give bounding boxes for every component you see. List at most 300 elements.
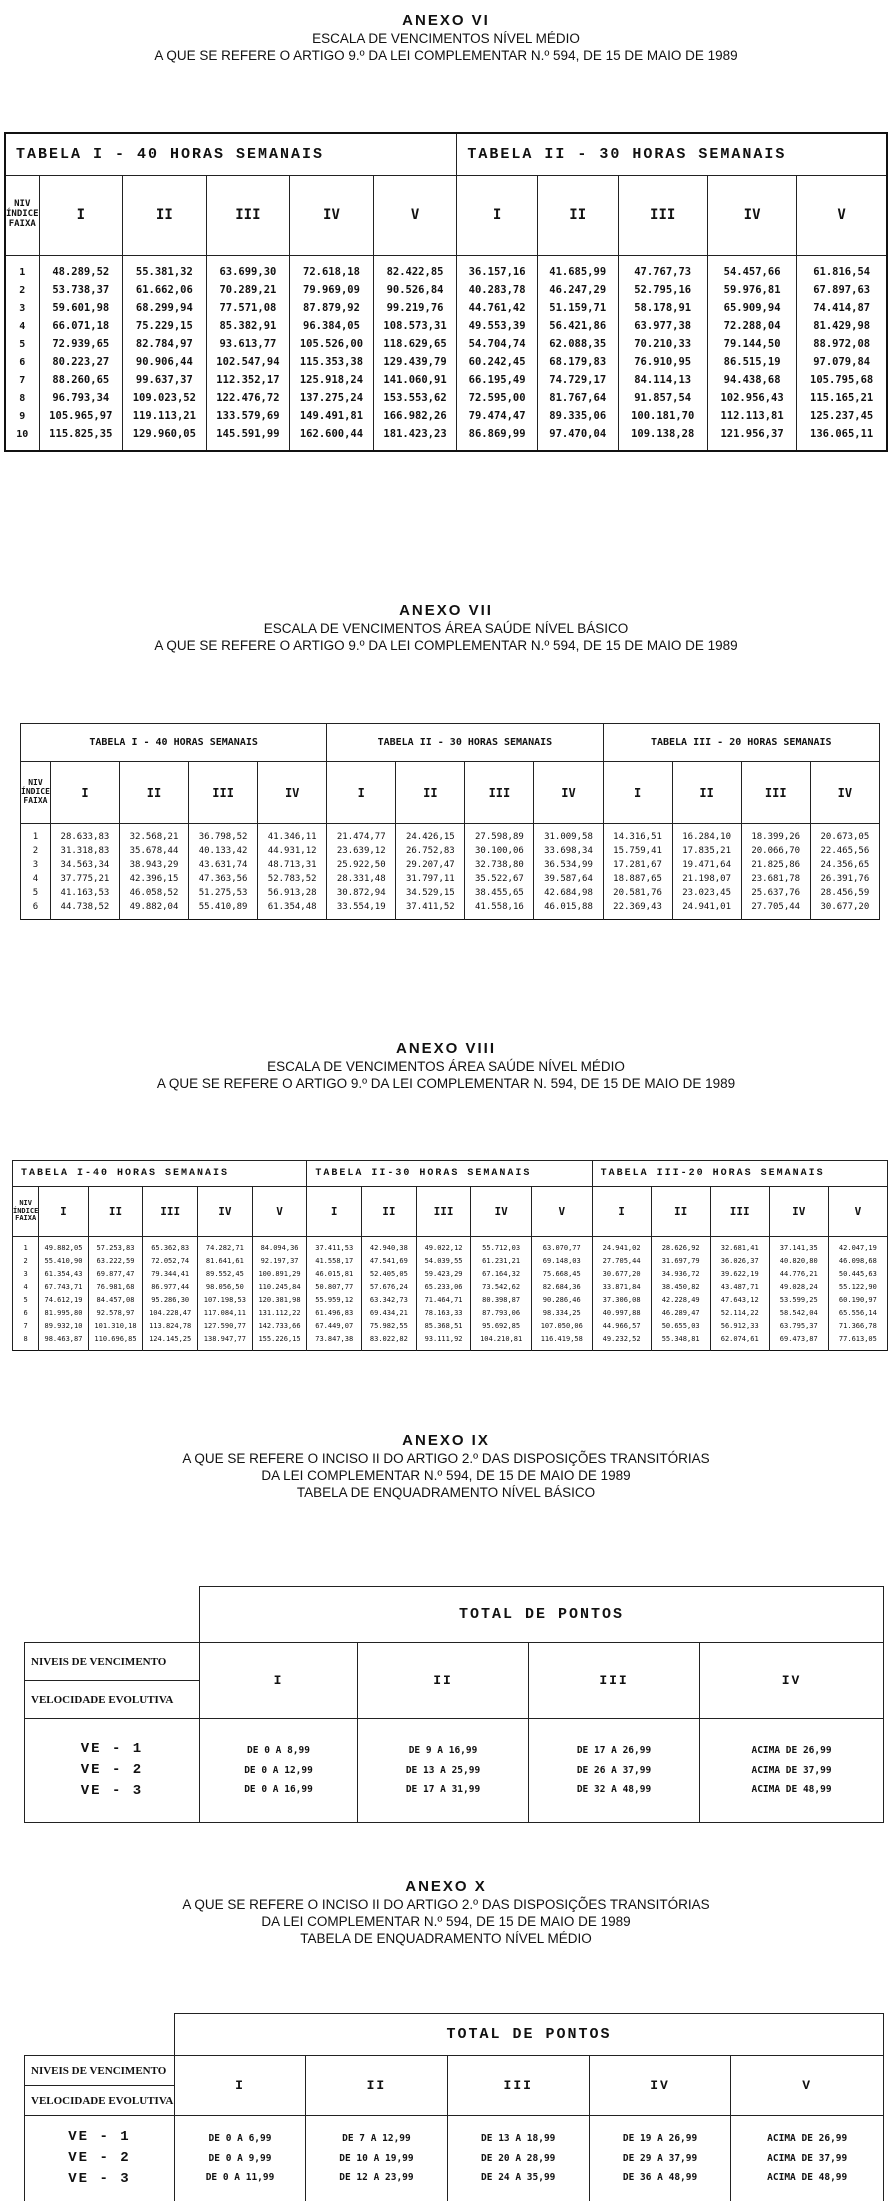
annex10-range-2-5: ACIMA DE 37,99 (767, 2152, 848, 2164)
annex7-level-number: 4 (21, 872, 51, 886)
annex7-level-number: 1 (21, 830, 51, 844)
annex7-spacer-cell (603, 914, 672, 920)
annex7-salary-cell: 33.554,19 (327, 900, 396, 914)
annex8-salary-cell: 65.362,83 (143, 1242, 198, 1255)
annex7-salary-cell: 18.887,65 (603, 872, 672, 886)
annex8-salary-cell: 84.094,36 (252, 1242, 307, 1255)
annex8-table (12, 1160, 888, 1351)
annex8-spacer-cell (307, 1346, 362, 1351)
annex7-salary-cell: 39.587,64 (534, 872, 603, 886)
annex8-salary-cell: 80.398,87 (471, 1294, 532, 1307)
annex8-spacer-cell (531, 1346, 592, 1351)
annex9-col-2: II (358, 1643, 529, 1719)
annex7-salary-cell: 17.281,67 (603, 858, 672, 872)
annex10-range-3-1: DE 0 A 11,99 (205, 2172, 275, 2184)
annex6-salary-cell: 70.210,33 (618, 335, 707, 353)
annex6-salary-cell: 115.353,38 (290, 353, 374, 371)
annex7-salary-cell: 37.411,52 (396, 900, 465, 914)
annex6-salary-cell: 88.260,65 (39, 371, 123, 389)
annex8-salary-cell: 98.334,25 (531, 1307, 592, 1320)
annex6-col-header: II (123, 175, 207, 255)
annex6-salary-cell: 61.816,54 (797, 263, 887, 281)
annex6-table-row (5, 335, 887, 353)
annex8-salary-cell: 44.966,57 (592, 1320, 651, 1333)
annex7-col-header: IV (810, 762, 879, 824)
annex6-salary-cell: 79.144,50 (707, 335, 796, 353)
annex6-salary-cell: 46.247,29 (537, 281, 618, 299)
annex6-spacer-cell (707, 255, 796, 263)
annex7-salary-cell: 28.331,48 (327, 872, 396, 886)
annex8-line2: A QUE SE REFERE O ARTIGO 9.º DA LEI COMPLEMENTAR N. 594, DE 15 DE MAIO DE 1989 (156, 1075, 736, 1091)
annex7-salary-cell: 35.678,44 (119, 844, 188, 858)
annex8-col-header: III (710, 1187, 769, 1237)
annex8-salary-cell: 61.231,21 (471, 1255, 532, 1268)
annex6-salary-cell: 58.178,91 (618, 299, 707, 317)
annex7-salary-cell: 21.198,07 (672, 872, 741, 886)
annex7-salary-cell: 32.568,21 (119, 830, 188, 844)
annex9-title: ANEXO IX (402, 1432, 490, 1449)
annex6-salary-cell: 72.939,65 (39, 335, 123, 353)
annex8-salary-cell: 39.622,19 (710, 1268, 769, 1281)
annex10-range-1-2: DE 7 A 12,99 (342, 2132, 411, 2144)
annex8-level-number: 5 (13, 1294, 39, 1307)
annex7-salary-cell: 44.738,52 (50, 900, 119, 914)
annex7-group-3: TABELA III - 20 HORAS SEMANAIS (603, 724, 879, 762)
annex7-salary-cell: 40.133,42 (189, 844, 258, 858)
annex8-salary-cell: 56.912,33 (710, 1320, 769, 1333)
annex6-salary-cell: 79.969,09 (290, 281, 374, 299)
annex8-group-3: TABELA III-20 HORAS SEMANAIS (592, 1161, 887, 1187)
annex7-salary-cell: 56.913,28 (258, 886, 327, 900)
annex10-total: TOTAL DE PONTOS (175, 2014, 884, 2056)
annex6-spacer-cell (290, 443, 374, 451)
annex8-salary-cell: 116.419,58 (531, 1333, 592, 1346)
annex8-salary-cell: 55.410,90 (39, 1255, 88, 1268)
annex8-salary-cell: 104.228,47 (143, 1307, 198, 1320)
annex6-level-number: 1 (5, 263, 39, 281)
annex8-salary-cell: 53.599,25 (769, 1294, 828, 1307)
annex6-salary-cell: 100.181,70 (618, 407, 707, 425)
annex8-salary-cell: 54.039,55 (416, 1255, 471, 1268)
annex6-salary-cell: 102.547,94 (206, 353, 290, 371)
annex8-spacer-cell (828, 1346, 887, 1351)
annex8-salary-cell: 28.626,92 (651, 1242, 710, 1255)
annex8-group-1: TABELA I-40 HORAS SEMANAIS (13, 1161, 307, 1187)
annex8-level-number: 6 (13, 1307, 39, 1320)
annex6-salary-cell: 125.918,24 (290, 371, 374, 389)
annex6-spacer-cell (373, 443, 457, 451)
annex10-range-1-4: DE 19 A 26,99 (622, 2132, 698, 2144)
annex8-line1: ESCALA DE VENCIMENTOS ÁREA SAÚDE NÍVEL MÉDIO (267, 1058, 625, 1074)
annex8-salary-cell: 95.692,85 (471, 1320, 532, 1333)
annex6-col-header: IV (290, 175, 374, 255)
annex7-salary-cell: 36.534,99 (534, 858, 603, 872)
annex6-salary-cell: 153.553,62 (373, 389, 457, 407)
annex9-row-label-2: VELOCIDADE EVOLUTIVA (25, 1681, 200, 1719)
annex10-range-col-3 (447, 2116, 589, 2201)
annex7-salary-cell: 26.391,76 (810, 872, 879, 886)
annex6-salary-cell: 59.601,98 (39, 299, 123, 317)
annex8-salary-cell: 46.015,81 (307, 1268, 362, 1281)
annex8-col-header: V (531, 1187, 592, 1237)
annex8-col-header: I (592, 1187, 651, 1237)
annex8-salary-cell: 92.578,97 (88, 1307, 143, 1320)
annex8-salary-cell: 40.997,88 (592, 1307, 651, 1320)
annex8-salary-cell: 63.222,59 (88, 1255, 143, 1268)
annex6-col-header: III (618, 175, 707, 255)
annex10-range-col-2 (306, 2116, 448, 2201)
annex8-salary-cell: 32.681,41 (710, 1242, 769, 1255)
annex6-salary-cell: 91.857,54 (618, 389, 707, 407)
annex7-spacer-cell (534, 914, 603, 920)
annex8-salary-cell: 49.022,12 (416, 1242, 471, 1255)
annex8-salary-cell: 46.289,47 (651, 1307, 710, 1320)
annex6-spacer-cell (707, 443, 796, 451)
annex7-salary-cell: 36.798,52 (189, 830, 258, 844)
annex8-col-header: II (362, 1187, 417, 1237)
annex6-col-header: II (537, 175, 618, 255)
annex6-salary-cell: 59.976,81 (707, 281, 796, 299)
annex7-salary-cell: 47.363,56 (189, 872, 258, 886)
annex8-col-header: II (88, 1187, 143, 1237)
annex8-table-row (13, 1268, 888, 1281)
annex8-level-number: 1 (13, 1242, 39, 1255)
annex8-col-header: IV (198, 1187, 253, 1237)
annex10-line3: TABELA DE ENQUADRAMENTO NÍVEL MÉDIO (300, 1930, 592, 1946)
annex8-col-header: IV (769, 1187, 828, 1237)
annex6-salary-cell: 36.157,16 (457, 263, 538, 281)
annex8-salary-cell: 74.282,71 (198, 1242, 253, 1255)
annex8-salary-cell: 63.342,73 (362, 1294, 417, 1307)
annex8-col-header: V (828, 1187, 887, 1237)
annex7-salary-cell: 33.698,34 (534, 844, 603, 858)
annex8-table-row (13, 1307, 888, 1320)
annex7-spacer-cell (465, 914, 534, 920)
annex6-salary-cell: 52.795,16 (618, 281, 707, 299)
annex6-table (4, 132, 888, 452)
annex6-salary-cell: 65.909,94 (707, 299, 796, 317)
annex9-range-1-3: DE 17 A 26,99 (576, 1744, 652, 1756)
annex8-salary-cell: 110.696,85 (88, 1333, 143, 1346)
annex8-col-header: I (39, 1187, 88, 1237)
annex7-spacer-cell (50, 914, 119, 920)
annex8-salary-cell: 55.712,03 (471, 1242, 532, 1255)
annex8-salary-cell: 107.198,53 (198, 1294, 253, 1307)
annex8-salary-cell: 57.253,83 (88, 1242, 143, 1255)
annex9-range-col-1 (200, 1719, 358, 1823)
annex8-salary-cell: 44.776,21 (769, 1268, 828, 1281)
annex6-table-row (5, 317, 887, 335)
annex6-salary-cell: 81.429,98 (797, 317, 887, 335)
annex8-salary-cell: 49.232,52 (592, 1333, 651, 1346)
annex6-level-number: 5 (5, 335, 39, 353)
annex8-salary-cell: 47.643,12 (710, 1294, 769, 1307)
annex7-salary-cell: 25.922,50 (327, 858, 396, 872)
annex6-salary-cell: 108.573,31 (373, 317, 457, 335)
annex7-salary-cell: 51.275,53 (189, 886, 258, 900)
annex6-salary-cell: 93.613,77 (206, 335, 290, 353)
annex6-salary-cell: 121.956,37 (707, 425, 796, 443)
annex10-range-3-2: DE 12 A 23,99 (339, 2172, 414, 2184)
annex6-salary-cell: 48.289,52 (39, 263, 123, 281)
annex7-salary-cell: 16.284,10 (672, 830, 741, 844)
annex10-range-1-5: ACIMA DE 26,99 (767, 2132, 848, 2144)
annex8-salary-cell: 69.148,03 (531, 1255, 592, 1268)
annex8-salary-cell: 107.050,06 (531, 1320, 592, 1333)
annex7-salary-cell: 28.456,59 (810, 886, 879, 900)
annex8-table-row (13, 1333, 888, 1346)
annex6-table-row (5, 389, 887, 407)
annex6-salary-cell: 105.965,97 (39, 407, 123, 425)
annex8-salary-cell: 89.552,45 (198, 1268, 253, 1281)
annex8-salary-cell: 55.959,12 (307, 1294, 362, 1307)
annex6-salary-cell: 66.071,18 (39, 317, 123, 335)
annex6-level-number: 2 (5, 281, 39, 299)
annex6-spacer-cell (618, 255, 707, 263)
annex8-salary-cell: 40.820,80 (769, 1255, 828, 1268)
annex7-salary-cell: 19.471,64 (672, 858, 741, 872)
annex8-salary-cell: 42.228,49 (651, 1294, 710, 1307)
annex6-level-number: 7 (5, 371, 39, 389)
annex7-salary-cell: 20.673,05 (810, 830, 879, 844)
annex7-salary-cell: 30.100,06 (465, 844, 534, 858)
annex6-salary-cell: 61.662,06 (123, 281, 207, 299)
annex8-salary-cell: 131.112,22 (252, 1307, 307, 1320)
annex6-salary-cell: 105.795,68 (797, 371, 887, 389)
annex7-salary-cell: 27.598,89 (465, 830, 534, 844)
annex8-table-row (13, 1320, 888, 1333)
annex7-title: ANEXO VII (399, 602, 493, 619)
annex6-spacer-cell (290, 255, 374, 263)
annex6-salary-cell: 149.491,81 (290, 407, 374, 425)
annex6-spacer-cell (373, 255, 457, 263)
annex6-spacer-cell (5, 443, 39, 451)
annex9-range-2-3: DE 26 A 37,99 (576, 1764, 652, 1776)
annex6-spacer-cell (123, 255, 207, 263)
annex6-salary-cell: 54.704,74 (457, 335, 538, 353)
annex7-salary-cell: 31.009,58 (534, 830, 603, 844)
annex8-spacer-cell (39, 1346, 88, 1351)
annex8-salary-cell: 82.684,36 (531, 1281, 592, 1294)
annex8-salary-cell: 72.052,74 (143, 1255, 198, 1268)
annex8-salary-cell: 113.824,78 (143, 1320, 198, 1333)
annex8-salary-cell: 33.871,84 (592, 1281, 651, 1294)
annex6-salary-cell: 87.879,92 (290, 299, 374, 317)
annex7-spacer-cell (396, 914, 465, 920)
annex7-salary-cell: 14.316,51 (603, 830, 672, 844)
annex10-ve-1: VE - 1 (68, 2129, 131, 2145)
annex6-col-header: III (206, 175, 290, 255)
annex6-salary-cell: 82.784,97 (123, 335, 207, 353)
annex7-salary-cell: 46.058,52 (119, 886, 188, 900)
annex6-spacer-cell (123, 443, 207, 451)
annex6-salary-cell: 99.637,37 (123, 371, 207, 389)
annex8-spacer-cell (252, 1346, 307, 1351)
annex9-col-3: III (529, 1643, 700, 1719)
annex7-table-row (21, 858, 880, 872)
annex7-salary-cell: 46.015,88 (534, 900, 603, 914)
annex10-range-3-3: DE 24 A 35,99 (481, 2172, 556, 2184)
annex6-level-number: 9 (5, 407, 39, 425)
annex8-col-header: IV (471, 1187, 532, 1237)
annex7-col-header: I (327, 762, 396, 824)
annex8-salary-cell: 75.668,45 (531, 1268, 592, 1281)
annex6-salary-cell: 99.219,76 (373, 299, 457, 317)
annex10-col-3: III (447, 2056, 589, 2116)
annex9-range-2-2: DE 13 A 25,99 (405, 1764, 481, 1776)
annex7-salary-cell: 44.931,12 (258, 844, 327, 858)
annex10-col-2: II (306, 2056, 448, 2116)
annex6-salary-cell: 76.910,95 (618, 353, 707, 371)
annex6-spacer-cell (537, 443, 618, 451)
annex10-range-2-4: DE 29 A 37,99 (622, 2152, 698, 2164)
annex6-salary-cell: 47.767,73 (618, 263, 707, 281)
annex10-range-2-2: DE 10 A 19,99 (339, 2152, 414, 2164)
annex7-level-number: 5 (21, 886, 51, 900)
annex8-salary-cell: 55.122,90 (828, 1281, 887, 1294)
annex6-salary-cell: 49.553,39 (457, 317, 538, 335)
annex7-table-row (21, 830, 880, 844)
annex6-salary-cell: 102.956,43 (707, 389, 796, 407)
annex6-salary-cell: 122.476,72 (206, 389, 290, 407)
annex7-col-header: II (672, 762, 741, 824)
annex9-range-2-1: DE 0 A 12,99 (244, 1764, 313, 1776)
annex10-range-2-3: DE 20 A 28,99 (481, 2152, 556, 2164)
annex7-salary-cell: 31.318,83 (50, 844, 119, 858)
annex6-salary-cell: 137.275,24 (290, 389, 374, 407)
annex8-salary-cell: 92.197,37 (252, 1255, 307, 1268)
annex7-col-header: II (396, 762, 465, 824)
annex8-salary-cell: 37.411,53 (307, 1242, 362, 1255)
annex8-salary-cell: 81.995,80 (39, 1307, 88, 1320)
annex6-group-2: TABELA II - 30 HORAS SEMANAIS (457, 133, 887, 175)
annex9-range-1-2: DE 9 A 16,99 (408, 1744, 478, 1756)
annex6-salary-cell: 86.869,99 (457, 425, 538, 443)
annex6-salary-cell: 62.088,35 (537, 335, 618, 353)
annex8-salary-cell: 71.464,71 (416, 1294, 471, 1307)
annex7-level-number: 6 (21, 900, 51, 914)
annex6-salary-cell: 82.422,85 (373, 263, 457, 281)
annex6-level-header: NIV ÍNDICE FAIXA (5, 175, 39, 255)
annex6-salary-cell: 129.439,79 (373, 353, 457, 371)
annex6-line1: ESCALA DE VENCIMENTOS NÍVEL MÉDIO (312, 30, 580, 46)
annex6-spacer-cell (39, 443, 123, 451)
annex6-col-header: I (39, 175, 123, 255)
annex6-salary-cell: 75.229,15 (123, 317, 207, 335)
annex7-col-header: IV (258, 762, 327, 824)
annex6-table-row (5, 353, 887, 371)
annex8-group-2: TABELA II-30 HORAS SEMANAIS (307, 1161, 592, 1187)
annex8-salary-cell: 104.210,81 (471, 1333, 532, 1346)
annex8-level-number: 4 (13, 1281, 39, 1294)
annex9-ve-cell (25, 1719, 200, 1823)
annex8-salary-cell: 24.941,02 (592, 1242, 651, 1255)
annex8-salary-cell: 81.641,61 (198, 1255, 253, 1268)
annex6-salary-cell: 44.761,42 (457, 299, 538, 317)
annex6-table-row (5, 281, 887, 299)
annex6-salary-cell: 74.414,87 (797, 299, 887, 317)
annex6-salary-cell: 55.381,32 (123, 263, 207, 281)
annex9-row-label-1: NIVEIS DE VENCIMENTO (25, 1643, 200, 1681)
annex6-level-number: 3 (5, 299, 39, 317)
annex8-salary-cell: 89.932,10 (39, 1320, 88, 1333)
annex8-salary-cell: 61.496,83 (307, 1307, 362, 1320)
annex8-salary-cell: 78.163,33 (416, 1307, 471, 1320)
annex6-salary-cell: 68.179,83 (537, 353, 618, 371)
annex8-salary-cell: 67.743,71 (39, 1281, 88, 1294)
annex7-salary-cell: 29.207,47 (396, 858, 465, 872)
annex8-salary-cell: 95.286,30 (143, 1294, 198, 1307)
annex6-salary-cell: 181.423,23 (373, 425, 457, 443)
annex8-salary-cell: 65.556,14 (828, 1307, 887, 1320)
annex8-salary-cell: 67.164,32 (471, 1268, 532, 1281)
annex8-spacer-cell (769, 1346, 828, 1351)
annex7-salary-cell: 20.581,76 (603, 886, 672, 900)
annex8-spacer-cell (471, 1346, 532, 1351)
annex6-salary-cell: 129.960,05 (123, 425, 207, 443)
annex7-salary-cell: 42.396,15 (119, 872, 188, 886)
annex7-salary-cell: 49.882,04 (119, 900, 188, 914)
annex6-salary-cell: 90.526,84 (373, 281, 457, 299)
annex7-spacer-cell (741, 914, 810, 920)
annex8-salary-cell: 62.074,61 (710, 1333, 769, 1346)
annex7-spacer-cell (189, 914, 258, 920)
annex9-range-col-3 (529, 1719, 700, 1823)
annex9-header (0, 1432, 892, 1501)
annex10-blank (25, 2014, 175, 2056)
annex7-col-header: IV (534, 762, 603, 824)
annex7-spacer-cell (672, 914, 741, 920)
annex6-salary-cell: 115.825,35 (39, 425, 123, 443)
annex6-salary-cell: 112.113,81 (707, 407, 796, 425)
annex9-range-3-2: DE 17 A 31,99 (405, 1784, 481, 1796)
annex9-ve-1: VE - 1 (80, 1741, 144, 1757)
annex6-salary-cell: 96.384,05 (290, 317, 374, 335)
annex7-col-header: III (189, 762, 258, 824)
annex8-salary-cell: 120.381,98 (252, 1294, 307, 1307)
annex8-salary-cell: 47.541,69 (362, 1255, 417, 1268)
annex10-ve-cell (25, 2116, 175, 2201)
annex8-col-header: II (651, 1187, 710, 1237)
annex10-line1: A QUE SE REFERE O INCISO II DO ARTIGO 2.º DAS DISPOSIÇÕES TRANSITÓRIAS (182, 1896, 710, 1912)
annex8-salary-cell: 50.655,03 (651, 1320, 710, 1333)
annex8-level-number: 3 (13, 1268, 39, 1281)
annex6-level-number: 4 (5, 317, 39, 335)
annex8-salary-cell: 98.056,50 (198, 1281, 253, 1294)
annex8-spacer-row (13, 1346, 888, 1351)
annex8-salary-cell: 46.098,68 (828, 1255, 887, 1268)
annex9-col-4: IV (700, 1643, 884, 1719)
annex6-salary-cell: 109.138,28 (618, 425, 707, 443)
annex7-salary-cell: 25.637,76 (741, 886, 810, 900)
annex9-ve-2: VE - 2 (80, 1762, 144, 1778)
annex7-salary-cell: 23.681,78 (741, 872, 810, 886)
annex8-header (0, 1040, 892, 1093)
annex8-salary-cell: 60.190,97 (828, 1294, 887, 1307)
annex8-salary-cell: 73.847,38 (307, 1333, 362, 1346)
annex6-table-row (5, 263, 887, 281)
annex8-spacer-cell (198, 1346, 253, 1351)
annex9-ve-3: VE - 3 (80, 1783, 144, 1799)
annex6-line2: A QUE SE REFERE O ARTIGO 9.º DA LEI COMPLEMENTAR N.º 594, DE 15 DE MAIO DE 1989 (154, 47, 738, 63)
annex8-salary-cell: 75.982,55 (362, 1320, 417, 1333)
annex6-spacer-cell (797, 443, 887, 451)
annex8-salary-cell: 37.141,35 (769, 1242, 828, 1255)
annex6-salary-cell: 136.065,11 (797, 425, 887, 443)
annex10-header (0, 1878, 892, 1947)
annex7-level-number: 3 (21, 858, 51, 872)
annex6-spacer-cell (39, 255, 123, 263)
